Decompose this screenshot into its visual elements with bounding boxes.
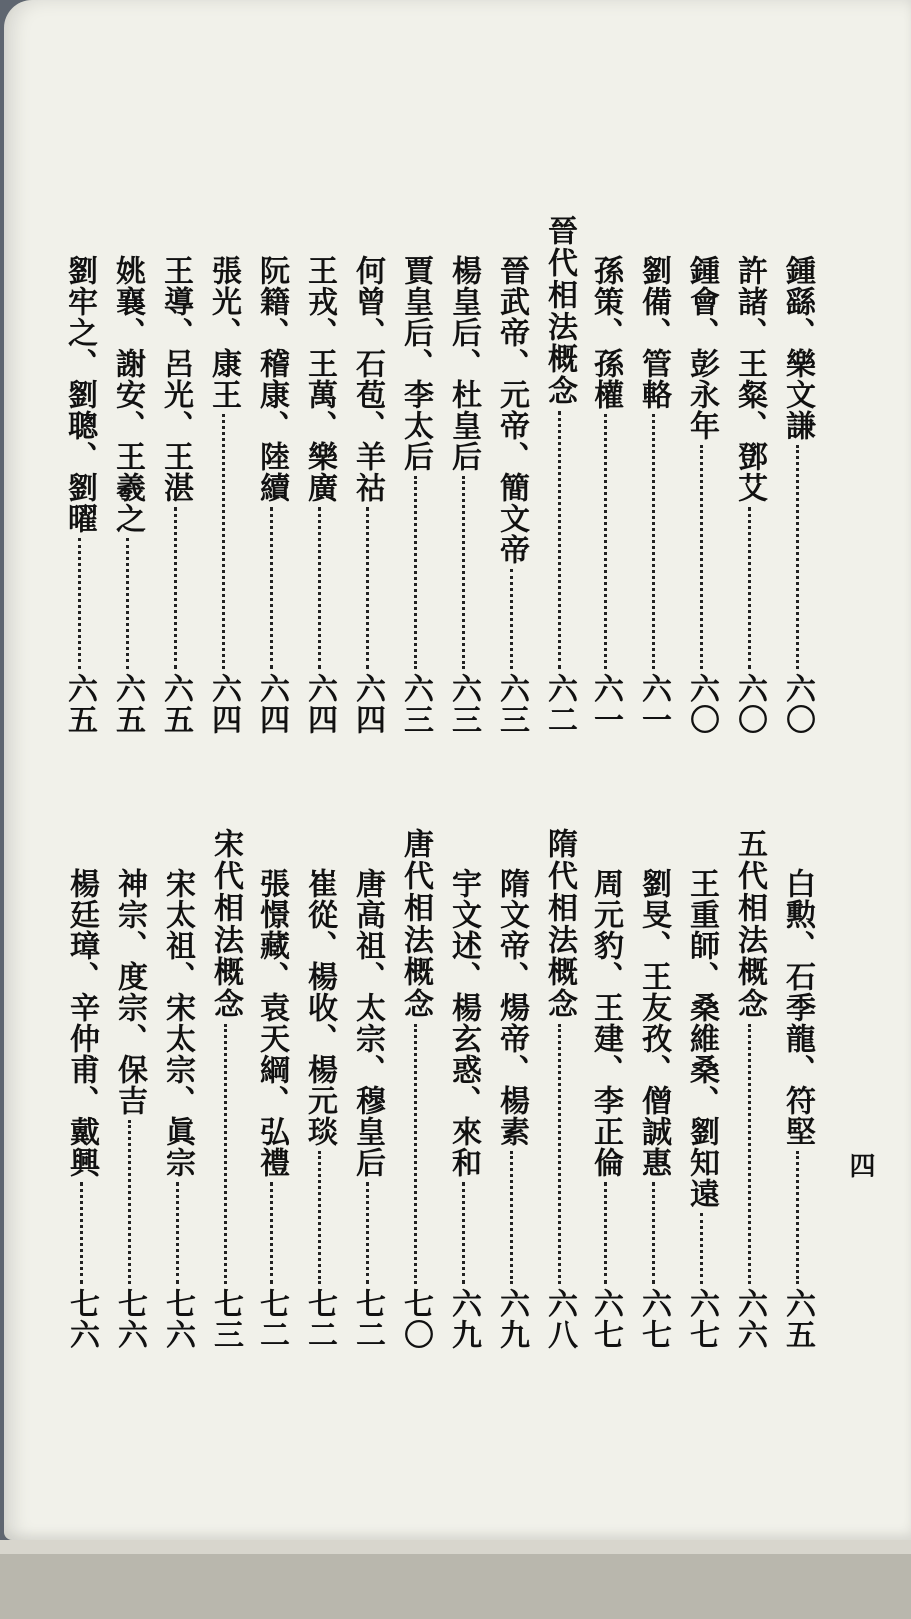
entry-page: 七二 (302, 1288, 337, 1350)
dot-leader (700, 1213, 703, 1284)
toc-entry (248, 255, 294, 735)
toc-entry (152, 255, 198, 735)
dot-leader (414, 1024, 417, 1284)
dot-leader (700, 445, 703, 669)
entry-title: 王導、呂光、王湛 (158, 255, 193, 503)
entry-page: 七六 (112, 1288, 147, 1350)
entry-page: 六三 (398, 673, 433, 735)
entry-title: 楊皇后、杜皇后 (446, 255, 481, 472)
toc-entry (440, 255, 486, 735)
entry-page: 六五 (62, 673, 97, 735)
page-number: 四 (845, 1152, 875, 1178)
entry-page: 七六 (160, 1288, 195, 1350)
dot-leader (174, 507, 177, 669)
entry-title: 姚襄、謝安、王羲之 (110, 255, 145, 534)
entry-page: 六〇 (732, 673, 767, 735)
toc-entry (344, 255, 390, 735)
dot-leader (222, 414, 225, 669)
entry-page: 六六 (732, 1288, 767, 1350)
toc-entry (678, 255, 724, 735)
entry-page: 六五 (158, 673, 193, 735)
toc-entry (58, 868, 104, 1350)
entry-title: 宇文述、楊玄惑、來和 (446, 868, 481, 1178)
dot-leader (748, 507, 751, 669)
entry-page: 七六 (64, 1288, 99, 1350)
section-title: 五代相法概念 (732, 828, 767, 1020)
entry-title: 鍾會、彭永年 (684, 255, 719, 441)
entry-title: 王重師、桑維桑、劉知遠 (684, 868, 719, 1209)
entry-title: 唐高祖、太宗、穆皇后 (350, 868, 385, 1178)
entry-title: 孫策、孫權 (588, 255, 623, 410)
book-page (4, 0, 911, 1540)
dot-leader (224, 1024, 227, 1284)
toc-section-heading (536, 828, 582, 1350)
entry-title: 張光、康王 (206, 255, 241, 410)
entry-page: 七二 (350, 1288, 385, 1350)
entry-page: 七〇 (398, 1288, 433, 1350)
entry-page: 六九 (494, 1288, 529, 1350)
dot-leader (652, 414, 655, 669)
entry-page: 六七 (588, 1288, 623, 1350)
dot-leader (176, 1182, 179, 1284)
dot-leader (510, 569, 513, 669)
dot-leader (652, 1182, 655, 1284)
entry-title: 鍾繇、樂文謙 (780, 255, 815, 441)
entry-title: 宋太祖、宋太宗、眞宗 (160, 868, 195, 1178)
toc-entry (630, 255, 676, 735)
entry-page: 六七 (684, 1288, 719, 1350)
entry-page: 六四 (254, 673, 289, 735)
toc-entry (296, 255, 342, 735)
entry-title: 張憬藏、袁天綱、弘禮 (254, 868, 289, 1178)
toc-entry (678, 868, 724, 1350)
entry-title: 阮籍、稽康、陸續 (254, 255, 289, 503)
page-edge (0, 1540, 911, 1554)
toc-entry (56, 255, 102, 735)
entry-title: 周元豹、王建、李正倫 (588, 868, 623, 1178)
toc-entry (200, 255, 246, 735)
entry-title: 劉牢之、劉聰、劉曜 (62, 255, 97, 534)
toc-entry (440, 868, 486, 1350)
toc-entry (154, 868, 200, 1350)
dot-leader (128, 1120, 131, 1284)
entry-page: 六八 (542, 1288, 577, 1350)
dot-leader (414, 476, 417, 669)
entry-page: 六四 (206, 673, 241, 735)
toc-entry (344, 868, 390, 1350)
dot-leader (78, 538, 81, 669)
entry-page: 六〇 (684, 673, 719, 735)
dot-leader (796, 445, 799, 669)
entry-page: 七三 (208, 1288, 243, 1350)
toc-section-heading (536, 215, 582, 735)
table-surface (0, 1540, 911, 1619)
dot-leader (80, 1182, 83, 1284)
dot-leader (558, 1024, 561, 1284)
section-title: 宋代相法概念 (208, 828, 243, 1020)
toc-entry (488, 868, 534, 1350)
dot-leader (318, 507, 321, 669)
entry-page: 六三 (446, 673, 481, 735)
toc-entry (104, 255, 150, 735)
entry-page: 六七 (636, 1288, 671, 1350)
toc-entry (392, 255, 438, 735)
entry-title: 王戎、王萬、樂廣 (302, 255, 337, 503)
entry-page: 六〇 (780, 673, 815, 735)
dot-leader (270, 507, 273, 669)
toc-entry (106, 868, 152, 1350)
entry-title: 晉武帝、元帝、簡文帝 (494, 255, 529, 565)
entry-title: 劉旻、王友孜、僧誠惠 (636, 868, 671, 1178)
entry-title: 劉備、管輅 (636, 255, 671, 410)
entry-title: 何曾、石苞、羊祜 (350, 255, 385, 503)
dot-leader (126, 538, 129, 669)
dot-leader (604, 414, 607, 669)
dot-leader (318, 1151, 321, 1284)
dot-leader (462, 476, 465, 669)
dot-leader (748, 1024, 751, 1284)
toc-entry (488, 255, 534, 735)
dot-leader (366, 507, 369, 669)
entry-page: 六三 (494, 673, 529, 735)
section-title: 晉代相法概念 (542, 215, 577, 407)
entry-page: 六二 (542, 673, 577, 735)
entry-page: 六一 (588, 673, 623, 735)
entry-page: 六四 (350, 673, 385, 735)
toc-entry (582, 255, 628, 735)
entry-page: 六四 (302, 673, 337, 735)
dot-leader (270, 1182, 273, 1284)
toc-entry (296, 868, 342, 1350)
entry-page: 六一 (636, 673, 671, 735)
dot-leader (510, 1151, 513, 1284)
dot-leader (558, 411, 561, 669)
toc-entry (726, 255, 772, 735)
entry-page: 七二 (254, 1288, 289, 1350)
toc-entry (630, 868, 676, 1350)
dot-leader (462, 1182, 465, 1284)
toc-section-heading (726, 828, 772, 1350)
entry-title: 隋文帝、煬帝、楊素 (494, 868, 529, 1147)
toc-section-heading (392, 828, 438, 1350)
entry-title: 神宗、度宗、保吉 (112, 868, 147, 1116)
entry-title: 許諸、王粲、鄧艾 (732, 255, 767, 503)
dot-leader (604, 1182, 607, 1284)
toc-entry (774, 255, 820, 735)
dot-leader (366, 1182, 369, 1284)
section-title: 隋代相法概念 (542, 828, 577, 1020)
entry-title: 楊廷璋、辛仲甫、戴興 (64, 868, 99, 1178)
entry-page: 六九 (446, 1288, 481, 1350)
entry-page: 六五 (110, 673, 145, 735)
entry-title: 白勲、石季龍、符堅 (780, 868, 815, 1147)
toc-entry (774, 868, 820, 1350)
toc-entry (582, 868, 628, 1350)
toc-entry (248, 868, 294, 1350)
section-title: 唐代相法概念 (398, 828, 433, 1020)
entry-page: 六五 (780, 1288, 815, 1350)
dot-leader (796, 1151, 799, 1284)
entry-title: 崔從、楊收、楊元琰 (302, 868, 337, 1147)
entry-title: 賈皇后、李太后 (398, 255, 433, 472)
toc-section-heading (202, 828, 248, 1350)
